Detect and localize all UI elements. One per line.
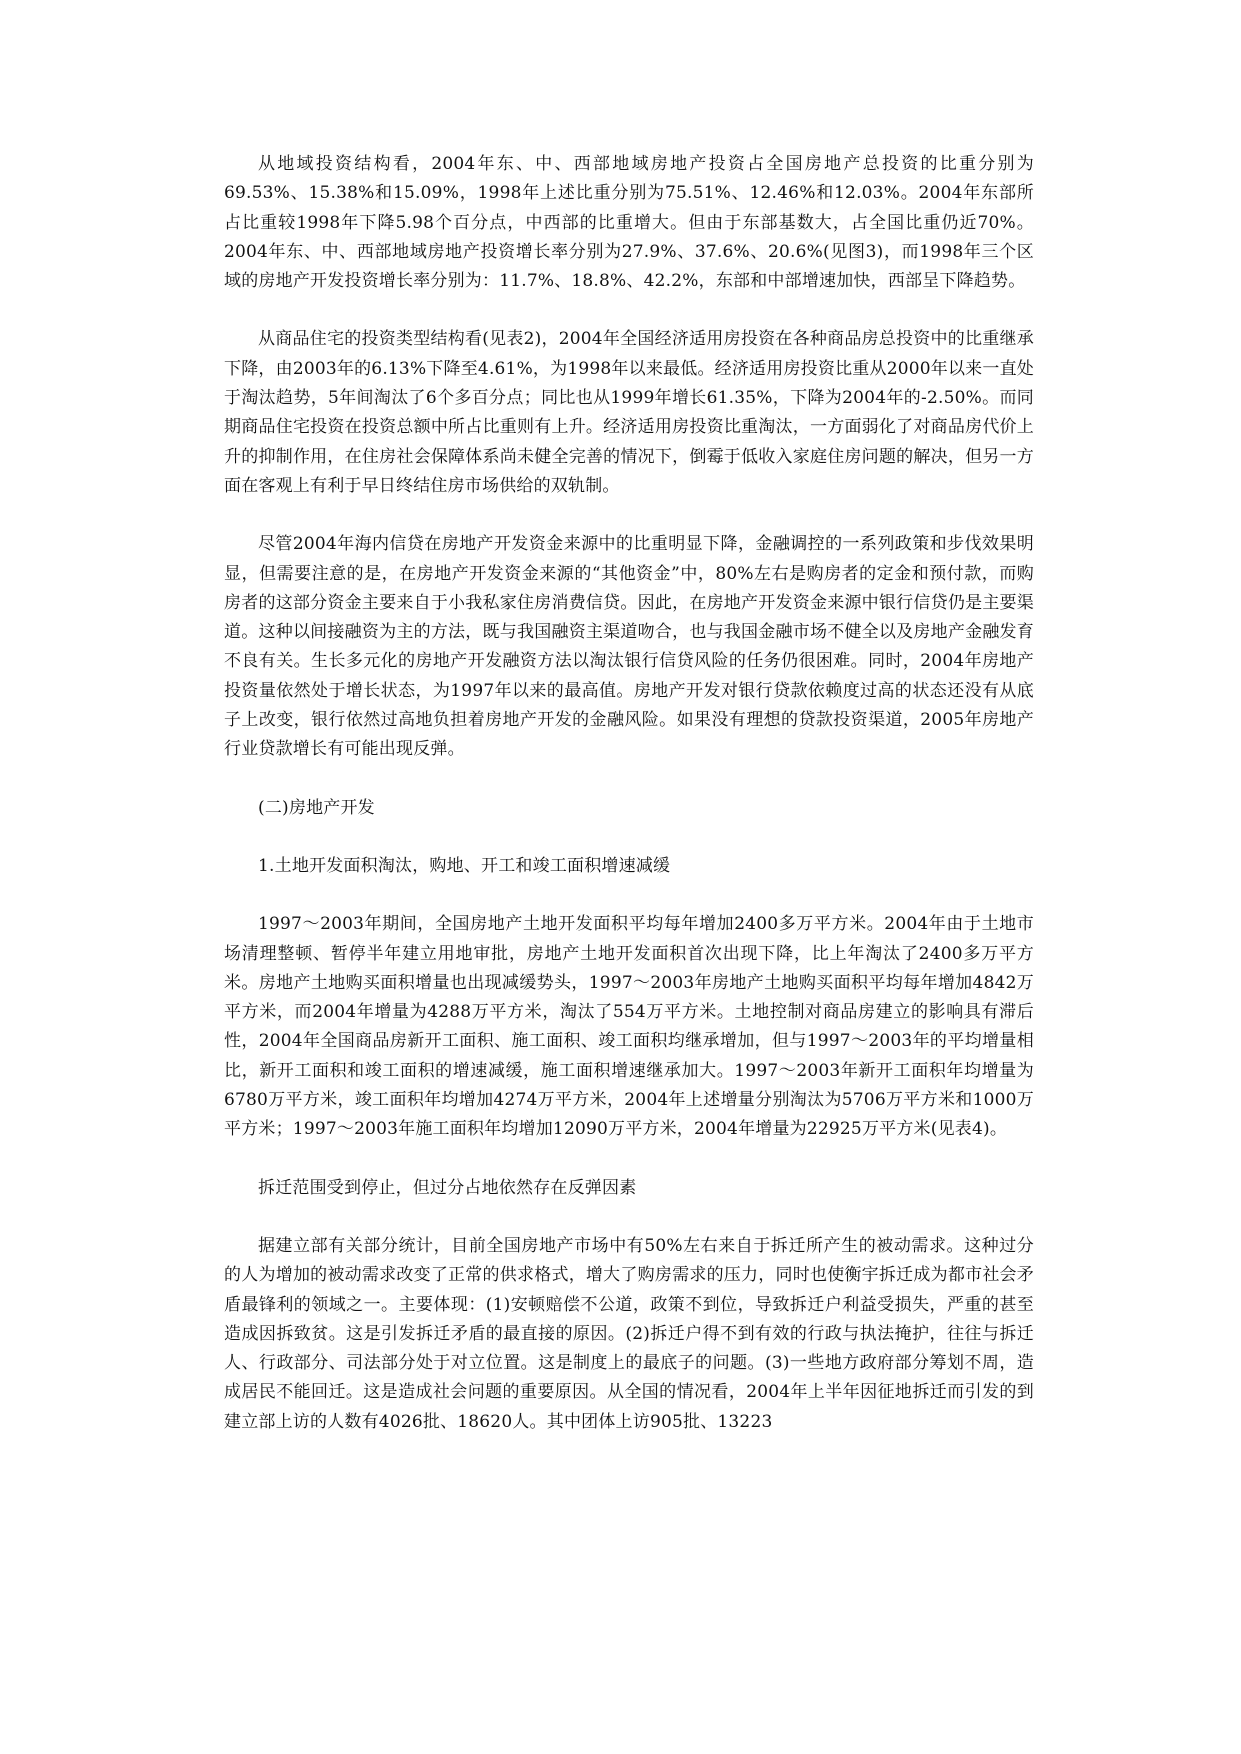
paragraph-credit-financing: 尽管2004年海内信贷在房地产开发资金来源中的比重明显下降，金融调控的一系列政策和步伐效果明显，但需要注意的是，在房地产开发资金来源的“其他资金”中，80%左右是购房者的定金和预付款，而购房者的这部分资金主要来自于小我私家住房消费信贷。因此，在房地产开发资金来源中银行信贷仍是主要渠道。这种以间接融资为主的方法，既与我国融资主渠道吻合，也与我国金融市场不健全以及房地产金融发育不良有关。生长多元化的房地产开发融资方法以淘汰银行信贷风险的任务仍很困难。同时，2004年房地产投资量依然处于增长状态，为1997年以来的最高值。房地产开发对银行贷款依赖度过高的状态还没有从底子上改变，银行依然过高地负担着房地产开发的金融风险。如果没有理想的贷款投资渠道，2005年房地产行业贷款增长有可能出现反弹。 xyxy=(224,534,1034,760)
subsection-heading-demolition: 拆迁范围受到停止，但过分占地依然存在反弹因素 xyxy=(258,1177,637,1198)
document-body xyxy=(224,150,1034,1466)
paragraph-housing-investment-type: 从商品住宅的投资类型结构看(见表2)，2004年全国经济适用房投资在各种商品房总投资中的比重继承下降，由2003年的6.13%下降至4.61%，为1998年以来最低。经济适用房投资比重从2000年以来一直处于淘汰趋势，5年间淘汰了6个多百分点；同比也从1999年增长61.35%，下降为2004年的-2.50%。而同期商品住宅投资在投资总额中所占比重则有上升。经济适用房投资比重淘汰，一方面弱化了对商品房代价上升的抑制作用，在住房社会保障体系尚未健全完善的情况下，倒霉于低收入家庭住房问题的解决，但另一方面在客观上有利于早日终结住房市场供给的双轨制。 xyxy=(224,329,1034,496)
paragraph-land-development: 1997～2003年期间，全国房地产土地开发面积平均每年增加2400多万平方米。2004年由于土地市场清理整顿、暂停半年建立用地审批，房地产土地开发面积首次出现下降，比上年淘汰了2400多万平方米。房地产土地购买面积增量也出现减缓势头，1997～2003年房地产土地购买面积平均每年增加4842万平方米，而2004年增量为4288万平方米，淘汰了554万平方米。土地控制对商品房建立的影响具有滞后性，2004年全国商品房新开工面积、施工面积、竣工面积均继承增加，但与1997～2003年的平均增量相比，新开工面积和竣工面积的增速减缓，施工面积增速继承加大。1997～2003年新开工面积年均增量为6780万平方米，竣工面积年均增加4274万平方米，2004年上述增量分别淘汰为5706万平方米和1000万平方米；1997～2003年施工面积年均增加12090万平方米，2004年增量为22925万平方米(见表4)。 xyxy=(224,914,1034,1140)
subsection-heading-land: 1.土地开发面积淘汰，购地、开工和竣工面积增速减缓 xyxy=(258,855,671,876)
paragraph-demolition: 据建立部有关部分统计，目前全国房地产市场中有50%左右来自于拆迁所产生的被动需求。这种过分的人为增加的被动需求改变了正常的供求格式，增大了购房需求的压力，同时也使衡宇拆迁成为都市社会矛盾最锋利的领域之一。主要体现：(1)安顿赔偿不公道，政策不到位，导致拆迁户利益受损失，严重的甚至造成因拆致贫。这是引发拆迁矛盾的最直接的原因。(2)拆迁户得不到有效的行政与执法掩护，往往与拆迁人、行政部分、司法部分处于对立位置。这是制度上的最底子的问题。(3)一些地方政府部分筹划不周，造成居民不能回迁。这是造成社会问题的重要原因。从全国的情况看，2004年上半年因征地拆迁而引发的到建立部上访的人数有4026批、18620人。其中团体上访905批、13223 xyxy=(224,1235,1034,1432)
section-heading-development: (二)房地产开发 xyxy=(258,797,375,818)
paragraph-regional-investment: 从地域投资结构看，2004年东、中、西部地域房地产投资占全国房地产总投资的比重分别为69.53%、15.38%和15.09%，1998年上述比重分别为75.51%、12.46%和12.03%。2004年东部所占比重较1998年下降5.98个百分点，中西部的比重增大。但由于东部基数大，占全国比重仍近70%。2004年东、中、西部地域房地产投资增长率分别为27.9%、37.6%、20.6%(见图3)，而1998年三个区域的房地产开发投资增长率分别为：11.7%、18.8%、42.2%，东部和中部增速加快，西部呈下降趋势。 xyxy=(224,154,1034,292)
